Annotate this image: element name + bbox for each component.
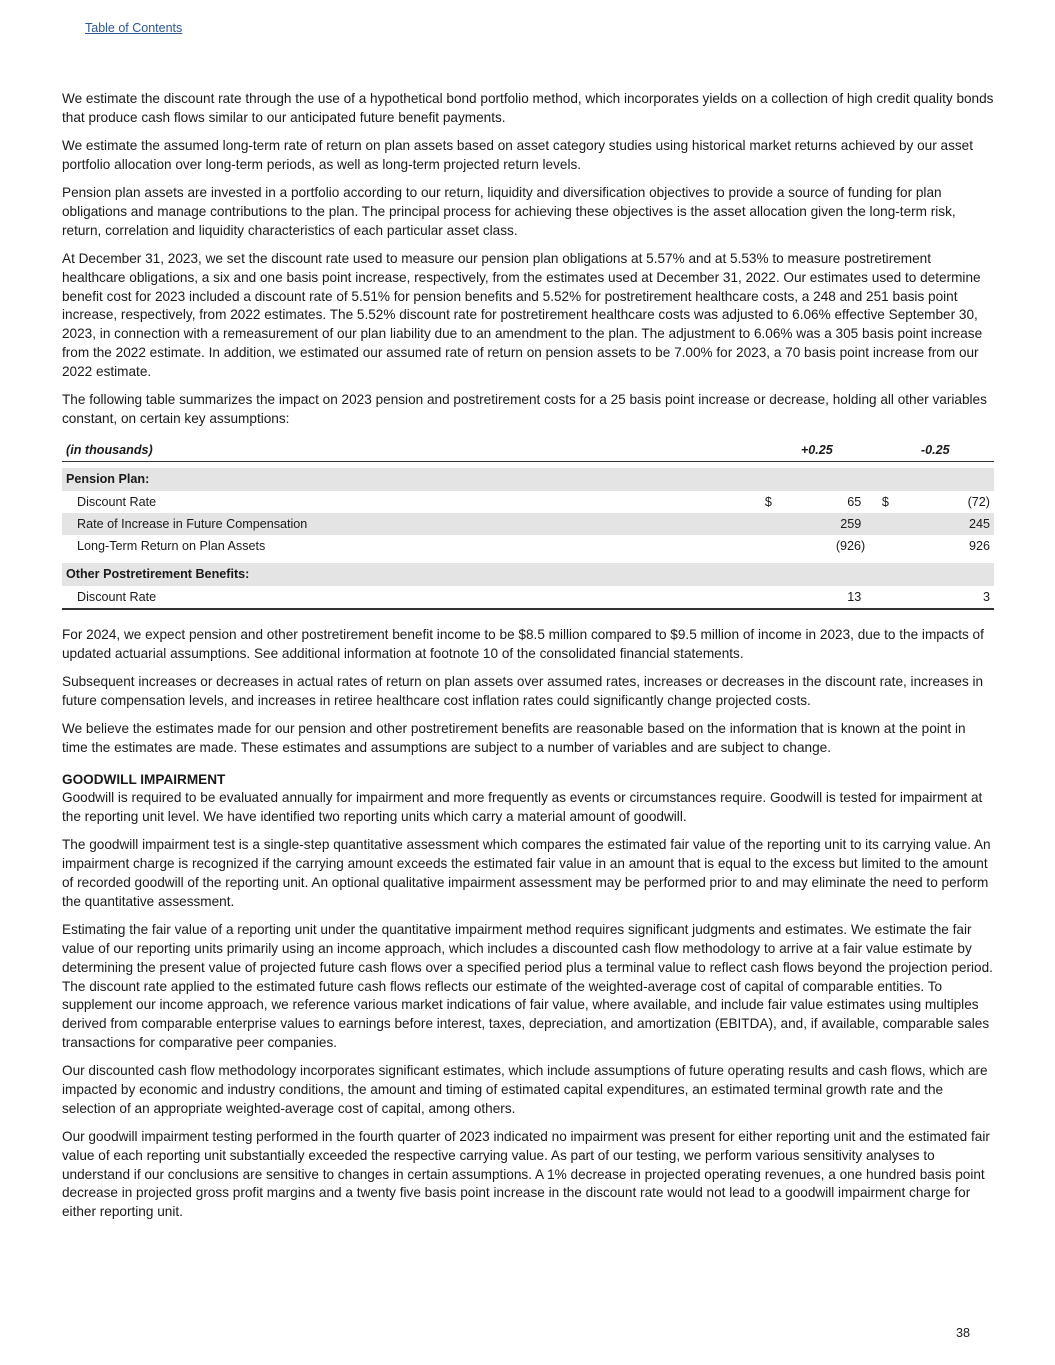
row-label: Long-Term Return on Plan Assets (77, 538, 266, 553)
currency-symbol: $ (764, 494, 772, 509)
unit-label: (in thousands) (62, 439, 748, 462)
paragraph-dcf-methodology: Our discounted cash flow methodology incorporates significant estimates, which include assumptions of future operating results and cash flows, which are impacted by economic and industry conditions, the amount and timing of estimated capital expenditures, an estimated terminal growth rate and the selection of an appropriate weighted-average cost of capital, among others. (62, 1063, 988, 1116)
paragraph-table-intro: The following table summarizes the impact on 2023 pension and postretirement costs for a 25 basis point increase or decrease, holding all other variables constant, on certain key assumptions: (62, 392, 987, 426)
section-label-other-postretirement: Other Postretirement Benefits: (62, 563, 994, 586)
value-minus: 3 (893, 586, 994, 609)
paragraph-goodwill-evaluation: Goodwill is required to be evaluated annually for impairment and more frequently as events or circumstances require. Goodwill is tested for impairment at the reporting unit level. We have identified two reporting units which carry a material amount of goodwill. (62, 790, 983, 825)
paragraph-return-on-assets: We estimate the assumed long-term rate of return on plan assets based on asset category studies using historical market returns achieved by our asset portfolio allocation over long-term periods, as well as long-term projected return levels. (62, 138, 973, 172)
paragraph-fair-value-estimate: Estimating the fair value of a reporting unit under the quantitative impairment method requires significant judgments and estimates. We estimate the fair value of our reporting units primarily using an income approach, which includes a discounted cash flow methodology to arrive at a fair value estimate by determining the present value of projected future cash flows over a specified period plus a terminal value to reflect cash flows beyond the projection period. The discount rate applied to the estimated future cash flows reflects our estimate of the weighted-average cost of capital of comparable entities. To supplement our income approach, we reference various market indications of fair value, where available, and include fair value estimates using multiples derived from comparable enterprise values to earnings before interest, taxes, depreciation, and amortization (EBITDA), and, if available, comparable sales transactions for comparative peer companies. (62, 922, 993, 1050)
paragraph-impairment-testing-results: Our goodwill impairment testing performed in the fourth quarter of 2023 indicated no impairment was present for either reporting unit and the estimated fair value of each reporting unit substantially exceeded the respective carrying value. As part of our testing, we perform various sensitivity analyses to understand if our conclusions are sensitive to changes in certain assumptions. A 1% decrease in projected operating revenues, a one hundred basis point decrease in projected gross profit margins and a twenty five basis point increase in the discount rate would not lead to a goodwill impairment charge for either reporting unit. (62, 1129, 990, 1220)
table-row (62, 586, 994, 609)
page-content (62, 90, 994, 1232)
paragraph-discount-rates-2023: At December 31, 2023, we set the discount rate used to measure our pension plan obligations at 5.57% and at 5.53% to measure postretirement healthcare obligations, a six and one basis point increase, respectively, from the estimates used at December 31, 2022. Our estimates used to determine benefit cost for 2023 included a discount rate of 5.51% for pension benefits and 5.52% for postretirement healthcare costs, a 248 and 251 basis point increase, respectively, from 2022 estimates. The 5.52% discount rate for postretirement healthcare costs was adjusted to 6.06% effective September 30, 2023, in connection with a remeasurement of our plan liability due to an amendment to the plan. The adjustment to 6.06% was a 305 basis point increase from the 2022 estimate. In addition, we estimated our assumed rate of return on pension assets to be 7.00% for 2023, a 70 basis point increase from our 2022 estimate. (62, 251, 983, 379)
section-row-pension (62, 468, 994, 491)
row-label: Discount Rate (77, 494, 157, 509)
paragraph-discount-rate-method: We estimate the discount rate through the use of a hypothetical bond portfolio method, which incorporates yields on a collection of high credit quality bonds that produce cash flows similar to our anticipated future benefit payments. (62, 91, 994, 125)
value-minus: 926 (968, 538, 990, 553)
paragraph-2024-expectation: For 2024, we expect pension and other postretirement benefit income to be $8.5 million compared to $9.5 million of income in 2023, due to the impacts of updated actuarial assumptions. See additional information at footnote 10 of the consolidated financial statements. (62, 626, 984, 661)
paragraph-goodwill-test: The goodwill impairment test is a single-step quantitative assessment which compares the estimated fair value of the reporting unit to its carrying value. An impairment charge is recognized if the carrying amount exceeds the estimated fair value in an amount that is equal to the excess but limited to the amount of recorded goodwill of the reporting unit. An optional qualitative impairment assessment may be performed prior to and may eliminate the need to perform the quantitative assessment. (62, 837, 991, 909)
value-plus: 13 (776, 586, 865, 609)
value-plus: 65 (847, 494, 862, 509)
currency-symbol: $ (881, 494, 889, 509)
paragraph-estimates-reasonable: We believe the estimates made for our pension and other postretirement benefits are reasonable based on the information that is known at the point in time the estimates are made. These estimates and assumptions are subject to a number of variables and are subject to change. (62, 720, 966, 755)
table-header-row (62, 439, 994, 462)
table-row (62, 535, 994, 557)
sensitivity-table (62, 439, 994, 610)
row-label: Rate of Increase in Future Compensation (62, 513, 748, 535)
value-plus: 259 (776, 513, 865, 535)
column-header-minus: -0.25 (893, 439, 994, 462)
table-row (62, 513, 994, 535)
table-of-contents-link[interactable]: Table of Contents (85, 21, 183, 35)
column-header-plus: +0.25 (776, 439, 865, 462)
value-minus: 245 (893, 513, 994, 535)
paragraph-subsequent-changes: Subsequent increases or decreases in actual rates of return on plan assets over assumed rates, increases or decreases in the discount rate, increases in future compensation levels, and increases in retiree healthcare cost inflation rates could significantly change projected costs. (62, 673, 984, 708)
section-label-pension: Pension Plan: (62, 468, 994, 491)
row-label: Discount Rate (62, 586, 748, 609)
goodwill-heading: GOODWILL IMPAIRMENT (62, 771, 226, 787)
value-plus: (926) (835, 538, 866, 553)
page-number: 38 (956, 1326, 971, 1340)
paragraph-plan-assets: Pension plan assets are invested in a portfolio according to our return, liquidity and diversification objectives to provide a source of funding for plan obligations and manage contributions to the plan. The principal process for achieving these objectives is the asset allocation given the long-term risk, return, correlation and liquidity characteristics of each particular asset class. (62, 185, 956, 238)
value-minus: (72) (967, 494, 990, 509)
section-row-other-postretirement (62, 563, 994, 586)
table-row (62, 491, 994, 513)
